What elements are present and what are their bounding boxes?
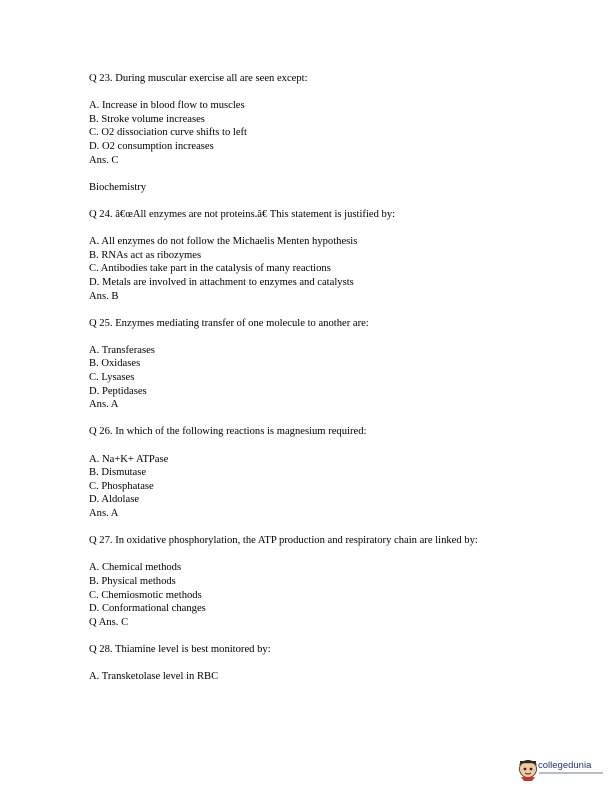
option: B. Physical methods (89, 575, 176, 587)
logo-text: collegedunia (538, 760, 592, 771)
option: D. Peptidases (89, 385, 147, 397)
option: D. Metals are involved in attachment to enzymes and catalysts (89, 276, 354, 288)
option: B. Stroke volume increases (89, 113, 205, 125)
option: D. O2 consumption increases (89, 140, 214, 152)
student-avatar-icon (518, 757, 538, 781)
option: D. Conformational changes (89, 603, 206, 615)
option: C. Antibodies take part in the catalysis of many reactions (89, 263, 331, 275)
option: A. Transketolase level in RBC (89, 671, 219, 683)
document-page (89, 72, 529, 684)
option: A. Na+K+ ATPase (89, 453, 169, 465)
option: A. Chemical methods (89, 562, 182, 574)
logo-tagline-bar (539, 772, 603, 774)
option: C. Phosphatase (89, 480, 154, 492)
question-25: Q 25. Enzymes mediating transfer of one molecule to another are: (89, 317, 369, 329)
option: D. Aldolase (89, 494, 140, 506)
answer: Q Ans. C (89, 616, 129, 628)
question-26: Q 26. In which of the following reactions is magnesium required: (89, 426, 367, 438)
option: B. RNAs act as ribozymes (89, 249, 202, 261)
question-27: Q 27. In oxidative phosphorylation, the ATP production and respiratory chain are linked by: (89, 535, 478, 547)
question-24: Q 24. â€œAll enzymes are not proteins.â€ This statement is justified by: (89, 208, 396, 220)
section-heading: Biochemistry (89, 181, 147, 193)
option: A. Increase in blood flow to muscles (89, 100, 245, 112)
option: C. O2 dissociation curve shifts to left (89, 127, 248, 139)
collegedunia-logo (518, 757, 608, 785)
answer: Ans. A (89, 399, 119, 411)
option: A. All enzymes do not follow the Michaelis Menten hypothesis (89, 236, 358, 248)
option: C. Chemiosmotic methods (89, 589, 202, 601)
answer: Ans. B (89, 290, 119, 302)
option: C. Lysases (89, 372, 135, 384)
option: B. Oxidases (89, 358, 141, 370)
answer: Ans. C (89, 154, 119, 166)
option: A. Transferases (89, 344, 155, 356)
question-23: Q 23. During muscular exercise all are seen except: (89, 73, 308, 84)
answer: Ans. A (89, 508, 119, 519)
question-28: Q 28. Thiamine level is best monitored by: (89, 643, 271, 655)
option: B. Dismutase (89, 467, 147, 479)
